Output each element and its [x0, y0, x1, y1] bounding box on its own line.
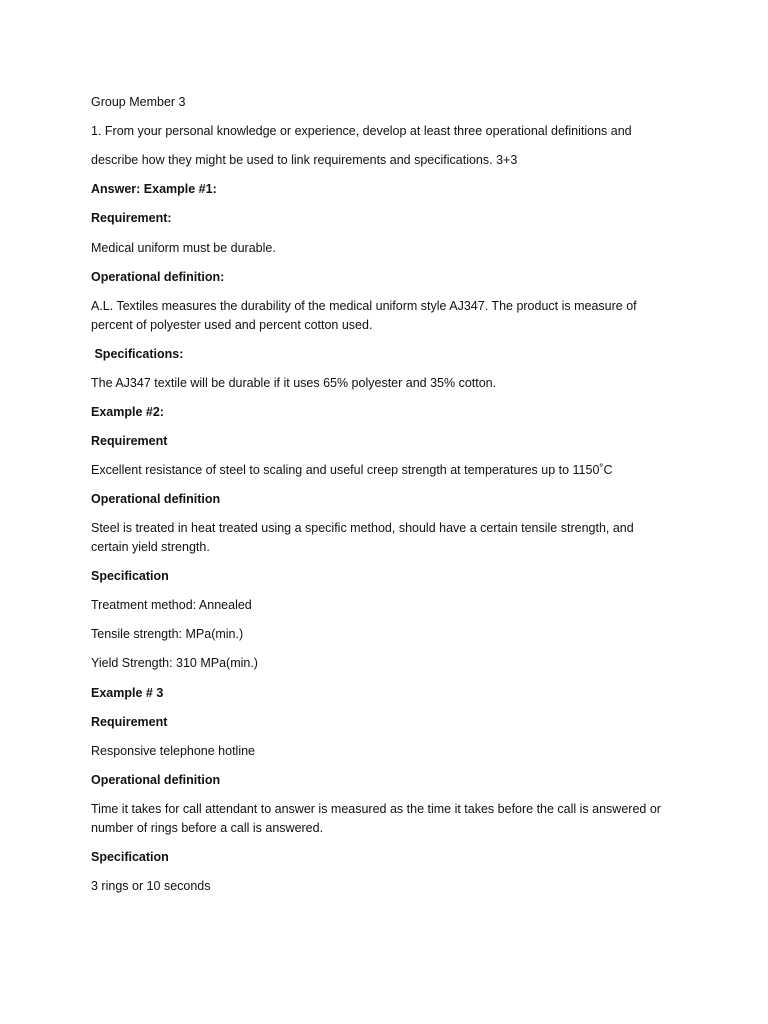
ex2-opdef-heading: Operational definition: [91, 492, 221, 506]
ex1-requirement-heading: Requirement:: [91, 211, 172, 225]
ex3-heading: Example # 3: [91, 686, 164, 700]
ex3-opdef-line-2: number of rings before a call is answered.: [91, 821, 324, 835]
ex3-requirement-heading: Requirement: [91, 715, 168, 729]
ex2-opdef-line-2: certain yield strength.: [91, 540, 210, 554]
ex2-spec-line-1: Treatment method: Annealed: [91, 598, 252, 612]
ex1-opdef-heading: Operational definition:: [91, 270, 225, 284]
ex3-requirement-text: Responsive telephone hotline: [91, 744, 256, 758]
ex2-spec-line-3: Yield Strength: 310 MPa(min.): [91, 656, 258, 670]
doc-header: Group Member 3: [91, 95, 186, 109]
ex3-opdef-line-1: Time it takes for call attendant to answer is measured as the time it takes before the call is answered or: [91, 802, 661, 816]
ex3-opdef-heading: Operational definition: [91, 773, 221, 787]
question-line-2: describe how they might be used to link requirements and specifications. 3+3: [91, 153, 518, 167]
ex2-requirement-text: Excellent resistance of steel to scaling and useful creep strength at temperatures up to 1150˚C: [91, 463, 613, 477]
ex2-spec-line-2: Tensile strength: MPa(min.): [91, 627, 244, 641]
ex1-requirement-text: Medical uniform must be durable.: [91, 241, 276, 255]
question-line-1: 1. From your personal knowledge or experience, develop at least three operational definitions and: [91, 124, 632, 138]
answer-heading: Answer: Example #1:: [91, 182, 217, 196]
ex3-spec-heading: Specification: [91, 850, 169, 864]
ex2-heading: Example #2:: [91, 405, 164, 419]
ex1-spec-heading: Specifications:: [91, 347, 184, 361]
ex1-opdef-line-1: A.L. Textiles measures the durability of the medical uniform style AJ347. The product is measure of: [91, 299, 637, 313]
ex1-spec-text: The AJ347 textile will be durable if it uses 65% polyester and 35% cotton.: [91, 376, 497, 390]
ex1-opdef-line-2: percent of polyester used and percent cotton used.: [91, 318, 373, 332]
ex3-spec-text: 3 rings or 10 seconds: [91, 879, 211, 893]
ex2-spec-heading: Specification: [91, 569, 169, 583]
ex2-requirement-heading: Requirement: [91, 434, 168, 448]
ex2-opdef-line-1: Steel is treated in heat treated using a specific method, should have a certain tensile strength, and: [91, 521, 634, 535]
